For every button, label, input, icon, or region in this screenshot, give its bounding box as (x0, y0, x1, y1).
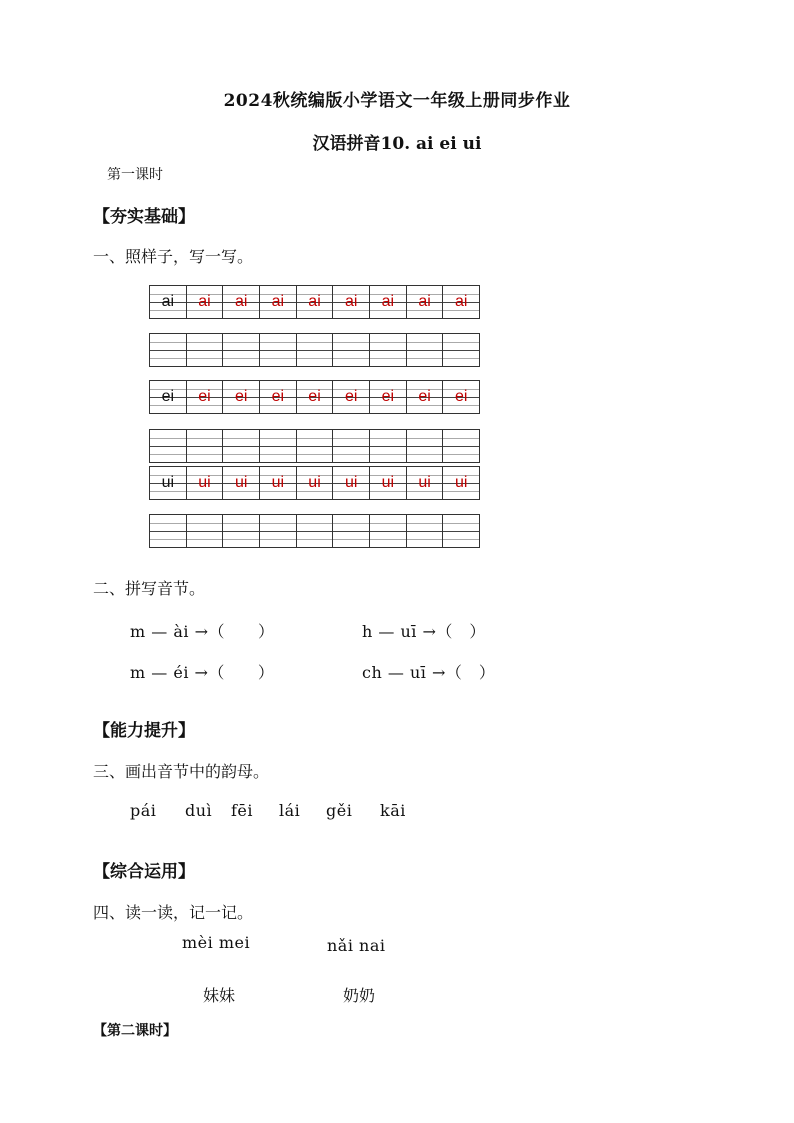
trace-cell: ai (187, 286, 224, 318)
section-heading-apply: 【综合运用】 (93, 862, 195, 882)
lesson-label: 第一课时 (107, 167, 163, 183)
word-pinyin: nǎi nai (327, 936, 386, 955)
lesson-2-label: 【第二课时】 (93, 1023, 177, 1039)
trace-cell: ui (370, 467, 407, 499)
word-pinyin: mèi mei (182, 933, 251, 952)
syllable: kāi (380, 801, 406, 820)
question-2: 二、拼写音节。 (93, 579, 206, 598)
writing-grid-blank[interactable] (149, 333, 480, 367)
syllable: lái (279, 801, 301, 820)
spell-item: h — uī →（ ） (362, 622, 486, 641)
spell-item: ch — uī →（ ） (362, 663, 496, 682)
trace-cell: ui (297, 467, 334, 499)
writing-grid-ei (149, 380, 480, 414)
syllable: pái (130, 801, 157, 820)
writing-grid-blank[interactable] (149, 429, 480, 463)
trace-cell: ai (454, 293, 468, 310)
trace-cell: ui (333, 467, 370, 499)
trace-cell: ei (223, 381, 260, 413)
sample-cell: ei (150, 381, 187, 413)
spell-item: m — ài →（ ） (130, 622, 275, 641)
question-3: 三、画出音节中的韵母。 (93, 762, 270, 781)
section-heading-improve: 【能力提升】 (93, 721, 195, 741)
section-heading-basics: 【夯实基础】 (93, 207, 195, 227)
page-subtitle: 汉语拼音10. ai ei ui (312, 134, 482, 154)
trace-cell: ai (260, 286, 297, 318)
syllable: gěi (326, 801, 353, 820)
trace-cell: ui (407, 467, 444, 499)
trace-cell: ei (454, 388, 468, 405)
trace-cell: ei (407, 381, 444, 413)
trace-cell: ui (454, 474, 468, 491)
writing-grid-blank[interactable] (149, 514, 480, 548)
page-title: 2024秋统编版小学语文一年级上册同步作业 (223, 91, 571, 111)
trace-cell: ai (297, 286, 334, 318)
sample-cell: ui (150, 467, 187, 499)
trace-cell: ui (260, 467, 297, 499)
trace-cell: ai (370, 286, 407, 318)
word-hanzi: 妹妹 (203, 986, 236, 1005)
question-4: 四、读一读，记一记。 (93, 903, 254, 922)
syllable: fēi (231, 801, 254, 820)
word-hanzi: 奶奶 (343, 986, 376, 1005)
sample-cell: ai (150, 286, 187, 318)
trace-cell: ei (297, 381, 334, 413)
trace-cell: ei (187, 381, 224, 413)
spell-item: m — éi →（ ） (130, 663, 275, 682)
trace-cell: ai (223, 286, 260, 318)
trace-cell: ei (260, 381, 297, 413)
writing-grid-ai (149, 285, 480, 319)
trace-cell: ui (187, 467, 224, 499)
trace-cell: ei (370, 381, 407, 413)
trace-cell: ui (223, 467, 260, 499)
question-1: 一、照样子，写一写。 (93, 247, 254, 266)
syllable: duì (185, 801, 213, 820)
trace-cell: ai (333, 286, 370, 318)
writing-grid-ui (149, 466, 480, 500)
trace-cell: ai (407, 286, 444, 318)
trace-cell: ei (333, 381, 370, 413)
